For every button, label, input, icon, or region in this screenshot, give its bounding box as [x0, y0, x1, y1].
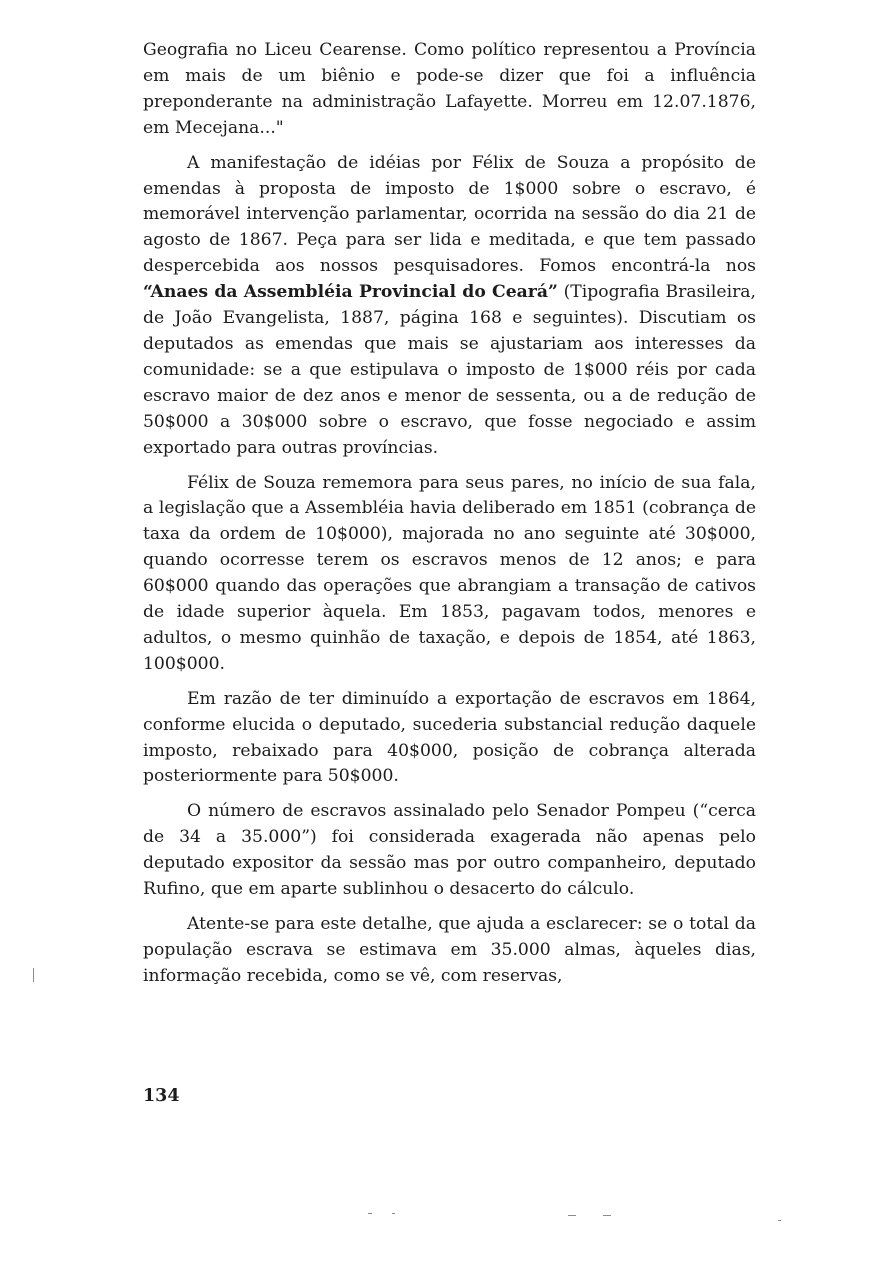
body-text [143, 38, 756, 999]
paragraph-text-after-title: (Tipografia Brasileira, de João Evangelista, 1887, página 168 e seguintes). Discutiam os deputados as emendas que mais se ajustariam aos interesses da comunidade: se a que estipulava o imposto de 1$000 réis por cada escravo maior de dez anos e menor de sessenta, ou a de redução de 50$000 a 30$000 sobre o escravo, que fosse negociado e assim exportado para outras províncias. [143, 282, 756, 458]
paragraph-reducao-imposto: Em razão de ter diminuído a exportação de escravos em 1864, conforme elucida o deputado, sucederia substancial redução daquele imposto, rebaixado para 40$000, posição de cobrança alterada posteriormente para 50$000. [143, 688, 756, 787]
scan-speck [392, 1213, 395, 1214]
paragraph-numero-escravos: O número de escravos assinalado pelo Senador Pompeu (“cerca de 34 a 35.000”) foi considerada exagerada não apenas pelo deputado expositor da sessão mas por outro companheiro, deputado Rufino, que em aparte sublinhou o desacerto do cálculo. [143, 801, 756, 900]
scan-speck [778, 1220, 781, 1221]
page-number: 134 [143, 1086, 180, 1106]
scan-speck [33, 968, 34, 982]
paragraph-text-before-title: A manifestação de idéias por Félix de Souza a propósito de emendas à proposta de imposto de 1$000 sobre o escravo, é memorável intervenção parlamentar, ocorrida na sessão do dia 21 de agosto de 1867. Peça para ser lida e meditada, e que tem passado despercebida aos nossos pesquisadores. Fomos encontrá-la nos [143, 152, 756, 277]
paragraph-detalhe: Atente-se para este detalhe, que ajuda a esclarecer: se o total da população escrava se estimava em 35.000 almas, àqueles dias, informação recebida, como se vê, com reservas, [143, 914, 756, 986]
scan-speck [368, 1213, 372, 1214]
paragraph-legislacao: Félix de Souza rememora para seus pares, no início de sua fala, a legislação que a Assembléia havia deliberado em 1851 (cobrança de taxa da ordem de 10$000), majorada no ano seguinte até 30$000, quando ocorresse terem os escravos menos de 12 anos; e para 60$000 quando das operações que abrangiam a transação de cativos de idade superior àquela. Em 1853, pagavam todos, menores e adultos, o mesmo quinhão de taxação, e depois de 1854, até 1863, 100$000. [143, 472, 756, 674]
publication-title: “Anaes da Assembléia Provincial do Ceará” [143, 282, 558, 303]
scan-speck [603, 1215, 611, 1216]
paragraph-continuation: Geografia no Liceu Cearense. Como político representou a Província em mais de um biênio e pode-se dizer que foi a influência preponderante na administração Lafayette. Morreu em 12.07.1876, em Mecejana..." [143, 40, 756, 138]
paragraph-felix-manifestacao [143, 151, 756, 462]
scan-speck [568, 1215, 576, 1216]
